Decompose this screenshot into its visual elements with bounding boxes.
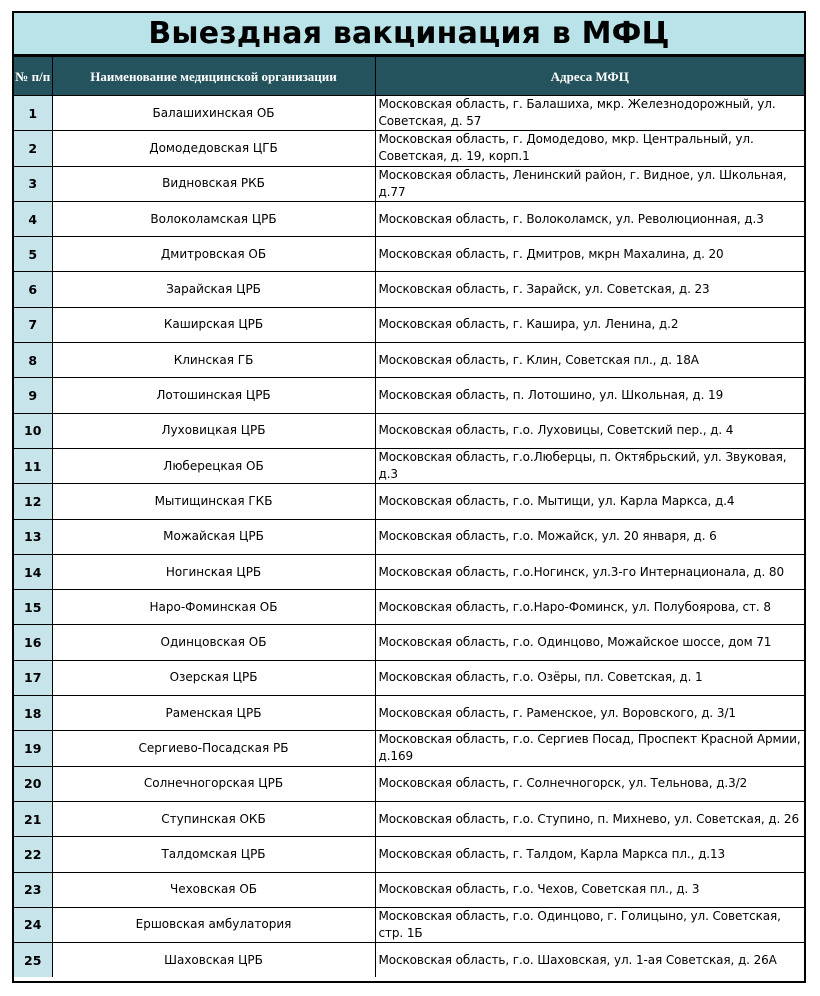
header-num: № п/п	[14, 57, 52, 96]
row-address: Московская область, г.о. Мытищи, ул. Карла Маркса, д.4	[375, 484, 804, 519]
row-number: 2	[14, 131, 52, 166]
row-number: 21	[14, 801, 52, 836]
row-address: Московская область, г. Клин, Советская пл., д. 18А	[375, 343, 804, 378]
table-row	[14, 696, 804, 731]
row-organization: Раменская ЦРБ	[52, 696, 375, 731]
row-organization: Люберецкая ОБ	[52, 448, 375, 483]
row-number: 3	[14, 166, 52, 201]
table-row	[14, 766, 804, 801]
row-number: 13	[14, 519, 52, 554]
row-address: Московская область, г.о.Ногинск, ул.3-го Интернационала, д. 80	[375, 554, 804, 589]
row-address: Московская область, г. Раменское, ул. Воровского, д. 3/1	[375, 696, 804, 731]
row-number: 7	[14, 307, 52, 342]
row-address: Московская область, п. Лотошино, ул. Школьная, д. 19	[375, 378, 804, 413]
row-number: 14	[14, 554, 52, 589]
vaccination-table-sheet	[12, 11, 806, 983]
header-org: Наименование медицинской организации	[52, 57, 375, 96]
table-row	[14, 484, 804, 519]
table-row	[14, 943, 804, 978]
table-row	[14, 307, 804, 342]
row-organization: Видновская РКБ	[52, 166, 375, 201]
table-row	[14, 131, 804, 166]
table-row	[14, 413, 804, 448]
row-number: 15	[14, 590, 52, 625]
row-number: 23	[14, 872, 52, 907]
row-address: Московская область, г. Домодедово, мкр. Центральный, ул. Советская, д. 19, корп.1	[375, 131, 804, 166]
row-address: Московская область, г. Талдом, Карла Маркса пл., д.13	[375, 837, 804, 872]
row-organization: Ступинская ОКБ	[52, 801, 375, 836]
table-row	[14, 272, 804, 307]
row-number: 6	[14, 272, 52, 307]
row-organization: Мытищинская ГКБ	[52, 484, 375, 519]
row-address: Московская область, г.о. Озёры, пл. Советская, д. 1	[375, 660, 804, 695]
table-row	[14, 590, 804, 625]
row-number: 1	[14, 96, 52, 131]
row-address: Московская область, г.о. Одинцово, Можайское шоссе, дом 71	[375, 625, 804, 660]
row-organization: Балашихинская ОБ	[52, 96, 375, 131]
table-row	[14, 801, 804, 836]
row-address: Московская область, г.о. Сергиев Посад, Проспект Красной Армии, д.169	[375, 731, 804, 766]
row-address: Московская область, г.о.Люберцы, п. Октябрьский, ул. Звуковая, д.3	[375, 448, 804, 483]
table-row	[14, 625, 804, 660]
row-organization: Одинцовская ОБ	[52, 625, 375, 660]
row-address: Московская область, г. Волоколамск, ул. Революционная, д.3	[375, 201, 804, 236]
row-number: 22	[14, 837, 52, 872]
row-organization: Каширская ЦРБ	[52, 307, 375, 342]
row-address: Московская область, г. Солнечногорск, ул. Тельнова, д.3/2	[375, 766, 804, 801]
row-number: 25	[14, 943, 52, 978]
header-addr: Адреса МФЦ	[375, 57, 804, 96]
mfc-table	[14, 56, 804, 977]
table-header-row	[14, 57, 804, 96]
row-address: Московская область, г.о. Одинцово, г. Голицыно, ул. Советская, стр. 1Б	[375, 907, 804, 942]
row-address: Московская область, г.о. Можайск, ул. 20 января, д. 6	[375, 519, 804, 554]
row-address: Московская область, г. Дмитров, мкрн Махалина, д. 20	[375, 237, 804, 272]
table-row	[14, 166, 804, 201]
table-row	[14, 448, 804, 483]
table-row	[14, 907, 804, 942]
row-organization: Ершовская амбулатория	[52, 907, 375, 942]
row-address: Московская область, г.о. Шаховская, ул. 1-ая Советская, д. 26А	[375, 943, 804, 978]
page-title: Выездная вакцинация в МФЦ	[14, 13, 804, 56]
row-number: 19	[14, 731, 52, 766]
row-organization: Домодедовская ЦГБ	[52, 131, 375, 166]
table-row	[14, 519, 804, 554]
row-address: Московская область, г.о.Наро-Фоминск, ул. Полубоярова, ст. 8	[375, 590, 804, 625]
row-organization: Солнечногорская ЦРБ	[52, 766, 375, 801]
row-organization: Клинская ГБ	[52, 343, 375, 378]
row-number: 10	[14, 413, 52, 448]
row-address: Московская область, Ленинский район, г. Видное, ул. Школьная, д.77	[375, 166, 804, 201]
row-address: Московская область, г. Балашиха, мкр. Железнодорожный, ул. Советская, д. 57	[375, 96, 804, 131]
table-row	[14, 554, 804, 589]
table-row	[14, 660, 804, 695]
row-number: 8	[14, 343, 52, 378]
row-number: 20	[14, 766, 52, 801]
row-organization: Лотошинская ЦРБ	[52, 378, 375, 413]
row-organization: Ногинская ЦРБ	[52, 554, 375, 589]
row-number: 12	[14, 484, 52, 519]
table-row	[14, 343, 804, 378]
row-organization: Зарайская ЦРБ	[52, 272, 375, 307]
row-number: 11	[14, 448, 52, 483]
table-body	[14, 96, 804, 978]
row-address: Московская область, г.о. Чехов, Советская пл., д. 3	[375, 872, 804, 907]
row-address: Московская область, г.о. Луховицы, Советский пер., д. 4	[375, 413, 804, 448]
row-organization: Чеховская ОБ	[52, 872, 375, 907]
row-organization: Шаховская ЦРБ	[52, 943, 375, 978]
table-row	[14, 731, 804, 766]
table-row	[14, 201, 804, 236]
row-organization: Озерская ЦРБ	[52, 660, 375, 695]
table-row	[14, 872, 804, 907]
table-row	[14, 237, 804, 272]
row-organization: Можайская ЦРБ	[52, 519, 375, 554]
row-organization: Луховицкая ЦРБ	[52, 413, 375, 448]
row-number: 16	[14, 625, 52, 660]
row-organization: Дмитровская ОБ	[52, 237, 375, 272]
row-number: 17	[14, 660, 52, 695]
row-number: 9	[14, 378, 52, 413]
row-number: 4	[14, 201, 52, 236]
row-address: Московская область, г.о. Ступино, п. Михнево, ул. Советская, д. 26	[375, 801, 804, 836]
row-number: 24	[14, 907, 52, 942]
row-number: 5	[14, 237, 52, 272]
row-number: 18	[14, 696, 52, 731]
table-row	[14, 378, 804, 413]
row-organization: Сергиево-Посадская РБ	[52, 731, 375, 766]
row-organization: Талдомская ЦРБ	[52, 837, 375, 872]
row-organization: Волоколамская ЦРБ	[52, 201, 375, 236]
row-organization: Наро-Фоминская ОБ	[52, 590, 375, 625]
table-row	[14, 96, 804, 131]
row-address: Московская область, г. Кашира, ул. Ленина, д.2	[375, 307, 804, 342]
table-row	[14, 837, 804, 872]
row-address: Московская область, г. Зарайск, ул. Советская, д. 23	[375, 272, 804, 307]
